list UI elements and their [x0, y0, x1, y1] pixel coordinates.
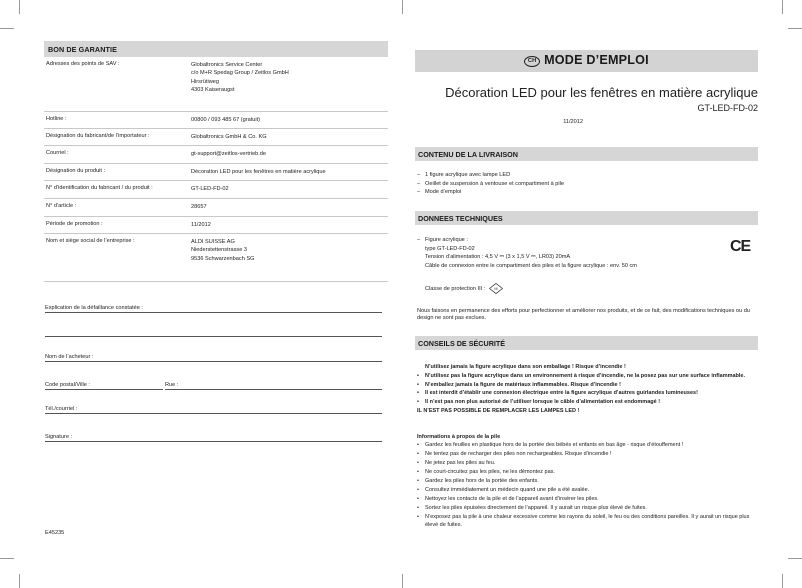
defect-field[interactable]: [45, 305, 382, 314]
info-row-identification: [44, 181, 388, 199]
row-label: Adresses des points de SAV :: [46, 61, 120, 67]
row-value: Globaltronics Service Center: [191, 62, 263, 68]
crop-mark: [788, 28, 802, 29]
svg-text:III: III: [494, 286, 498, 291]
row-label: Hotline :: [46, 116, 67, 122]
list-item: – Figure acrylique :: [417, 236, 717, 245]
safety-item: • N’emballez jamais la figure de matériaux inflammables. Risque d’incendie !: [417, 381, 757, 390]
contents-list: [417, 171, 757, 197]
row-value: 9536 Schwarzenbach SG: [191, 255, 255, 262]
info-row-email: [44, 146, 388, 164]
phone-email-field[interactable]: [45, 406, 382, 415]
list-item: – 1 figure acrylique avec lampe LED: [417, 171, 757, 180]
list-item: – Mode d’emploi: [417, 188, 757, 197]
row-value: 4303 Kaiseraugst: [191, 87, 235, 94]
manual-header-bar: [415, 50, 758, 72]
signature-field[interactable]: [45, 434, 382, 443]
crop-mark: [19, 574, 20, 588]
row-label: N° d’article :: [46, 203, 77, 209]
signature-label: Signature :: [45, 434, 73, 440]
info-row-promotion: [44, 217, 388, 234]
battery-item: • Nettoyez les contacts de la pile et de l’appareil avant d’insérer les piles.: [417, 495, 759, 504]
row-value: GT-LED-FD-02: [191, 186, 229, 192]
battery-item: • Sortez les piles épuisées directement de l’appareil. Il y aurait un risque plus élevé de fuites.: [417, 504, 759, 513]
section-contents-header: CONTENU DE LA LIVRAISON: [415, 147, 758, 161]
info-row-service: [44, 57, 388, 112]
row-value: 28657: [191, 204, 207, 210]
ce-mark-icon: CE: [730, 238, 751, 255]
country-badge: CH: [524, 56, 540, 67]
row-value: gt-support@zeitlos-vertrieb.de: [191, 151, 267, 157]
battery-item: • Gardez les piles hors de la portée des enfants.: [417, 477, 759, 486]
battery-item: • Ne jetez pas les piles au feu.: [417, 459, 759, 468]
design-note: Nous faisons en permanence des efforts pour perfectionner et améliorer nos produits, et de ce fait, des modifications techniques ou du design ne sont pas exclues.: [417, 308, 750, 321]
crop-mark: [0, 28, 14, 29]
row-label: Désignation du produit :: [46, 168, 106, 174]
manual-title: MODE D’EMPLOI: [544, 53, 649, 67]
crop-mark: [782, 574, 783, 588]
list-item: – Oeillet de suspension à ventouse et compartiment à pile: [417, 180, 757, 189]
safety-item: • Il n’est pas non plus autorisé de l’utiliser lorsque le câble d’alimentation est endommagé !: [417, 398, 757, 407]
defect-field-continued[interactable]: [45, 329, 382, 338]
buyer-name-field[interactable]: [45, 354, 382, 363]
street-field[interactable]: [165, 382, 382, 391]
crop-mark: [782, 0, 783, 14]
row-label: Désignation du fabricant/de l’importateur :: [46, 133, 150, 139]
row-label: Période de promotion :: [46, 221, 103, 227]
reference-code: E45235: [45, 530, 65, 536]
row-value: ALDI SUISSE AG: [191, 239, 235, 245]
buyer-name-label: Nom de l’acheteur :: [45, 354, 94, 360]
model-number: GT-LED-FD-02: [697, 103, 758, 113]
technical-details: [417, 236, 717, 271]
info-row-manufacturer: [44, 129, 388, 146]
battery-item: • Consultez immédiatement un médecin quand une pile a été avalée.: [417, 486, 759, 495]
postal-city-label: Code postal/Ville :: [45, 382, 90, 388]
protection-class-iii-icon: [489, 283, 503, 294]
protection-label: Classe de protection III :: [425, 286, 486, 292]
info-row-company: [44, 234, 388, 282]
row-value: c/o M+R Spedag Group / Zeitlos GmbH: [191, 70, 289, 77]
voltage-line: Tension d’alimentation : 4,5 V ⎓ (3 x 1,5 V ⎓, LR03) 20mA: [425, 254, 571, 261]
issue-date: 11/2012: [563, 119, 583, 125]
battery-item: • N’exposez pas la pile à une chaleur excessive comme les rayons du soleil, le feu ou des conditions pareilles. Il y aurait un risque plus élevé de fuites.: [417, 513, 759, 531]
street-label: Rue :: [165, 382, 179, 388]
crop-mark: [0, 558, 14, 559]
battery-item: • Ne tentez pas de recharger des piles non rechargeables. Risque d’incendie !: [417, 450, 759, 459]
info-row-hotline: [44, 112, 388, 129]
crop-mark: [788, 558, 802, 559]
type-line: type GT-LED-FD-02: [425, 245, 475, 252]
safety-item: • N’utilisez pas la figure acrylique dans un environnement à risque d’incendie, ne la posez pas sur une surface inflammable.: [417, 372, 757, 381]
info-row-article: [44, 199, 388, 217]
defect-label: Explication de la défaillance constatée :: [45, 305, 143, 311]
warranty-header: BON DE GARANTIE: [44, 41, 388, 57]
phone-email-label: Tél./courriel :: [45, 406, 78, 412]
section-technical-header: DONNEES TECHNIQUES: [415, 211, 758, 225]
row-label: Courriel :: [46, 150, 69, 156]
safety-list: [417, 363, 757, 416]
row-value: Décoration LED pour les fenêtres en matière acrylique: [191, 169, 326, 175]
product-title: Décoration LED pour les fenêtres en matière acrylique: [445, 85, 758, 100]
row-label: Nom et siège social de l’entreprise :: [46, 238, 135, 244]
row-label: N° d’identification du fabricant / du produit :: [46, 185, 153, 191]
info-row-product: [44, 164, 388, 181]
crop-mark: [402, 0, 403, 14]
row-value: 11/2012: [191, 222, 211, 228]
safety-item: • Il est interdit d’établir une connexion électrique entre la figure acrylique d’autres guirlandes lumineuses!: [417, 389, 757, 398]
battery-info-title: Informations à propos de la pile: [417, 434, 501, 440]
row-value: Hirsrütiweg: [191, 78, 219, 85]
row-value: Niederstettenstrasse 3: [191, 247, 247, 254]
protection-class: [425, 283, 625, 294]
safety-warning: IL N’EST PAS POSSIBLE DE REMPLACER LES LAMPES LED !: [417, 407, 580, 414]
row-value: 00800 / 093 485 67 (gratuit): [191, 117, 261, 123]
safety-item: N’utilisez jamais la figure acrylique dans son emballage ! Risque d’incendie !: [425, 364, 626, 370]
battery-info: [417, 433, 759, 530]
row-value: Globaltronics GmbH & Co. KG: [191, 134, 267, 140]
crop-mark: [19, 0, 20, 14]
cable-line: Câble de connexion entre le compartiment des piles et la figure acrylique : env. 50 cm: [425, 262, 637, 269]
battery-item: • Gardez les feuilles en plastique hors de la portée des bébés et enfants en bas âge - risque d’étouffement !: [417, 441, 759, 450]
crop-mark: [402, 574, 403, 588]
section-safety-header: CONSEILS DE SÉCURITÉ: [415, 336, 758, 350]
battery-item: • Ne court-circuitez pas les piles, ne les démontez pas.: [417, 468, 759, 477]
